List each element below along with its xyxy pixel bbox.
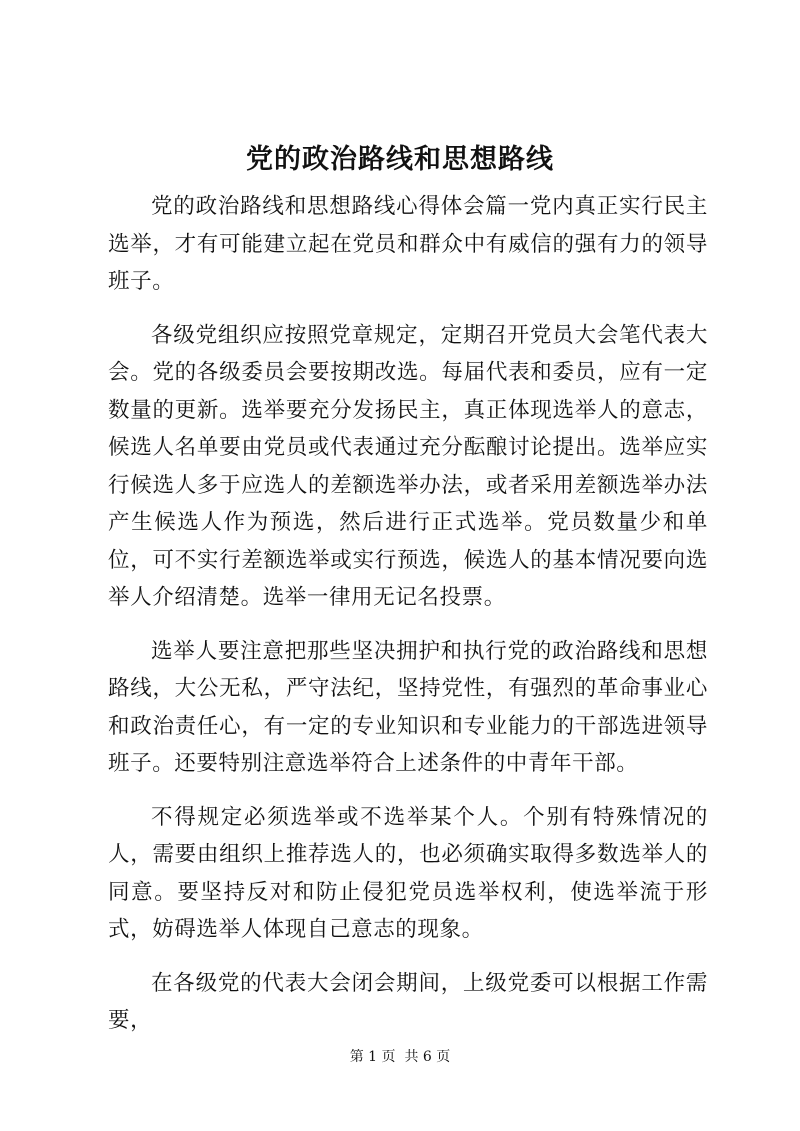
page-number-label: 第 1 页 共 6 页 bbox=[349, 1049, 451, 1065]
document-title: 党的政治路线和思想路线 bbox=[246, 144, 554, 175]
document-body bbox=[108, 188, 708, 1056]
paragraph-4: 不得规定必须选举或不选举某个人。个别有特殊情况的人，需要由组织上推荐选人的，也必须确实取得多数选举人的同意。要坚持反对和防止侵犯党员选举权利，使选举流于形式，妨碍选举人体现自己意志的现象。 bbox=[108, 804, 708, 942]
paragraph-1: 党的政治路线和思想路线心得体会篇一党内真正实行民主选举，才有可能建立起在党员和群众中有威信的强有力的领导班子。 bbox=[108, 194, 708, 294]
paragraph-2: 各级党组织应按照党章规定，定期召开党员大会笔代表大会。党的各级委员会要按期改选。每届代表和委员，应有一定数量的更新。选举要充分发扬民主，真正体现选举人的意志，候选人名单要由党员或代表通过充分酝酿讨论提出。选举应实行候选人多于应选人的差额选举办法，或者采用差额选举办法产生候选人作为预选，然后进行正式选举。党员数量少和单位，可不实行差额选举或实行预选，候选人的基本情况要向选举人介绍清楚。选举一律用无记名投票。 bbox=[108, 322, 708, 610]
paragraph-3: 选举人要注意把那些坚决拥护和执行党的政治路线和思想路线，大公无私，严守法纪，坚持党性，有强烈的革命事业心和政治责任心，有一定的专业知识和专业能力的干部选进领导班子。还要特别注意选举符合上述条件的中青年干部。 bbox=[108, 638, 708, 776]
paragraph-5: 在各级党的代表大会闭会期间，上级党委可以根据工作需要， bbox=[108, 970, 708, 1033]
page-footer bbox=[0, 1047, 800, 1067]
